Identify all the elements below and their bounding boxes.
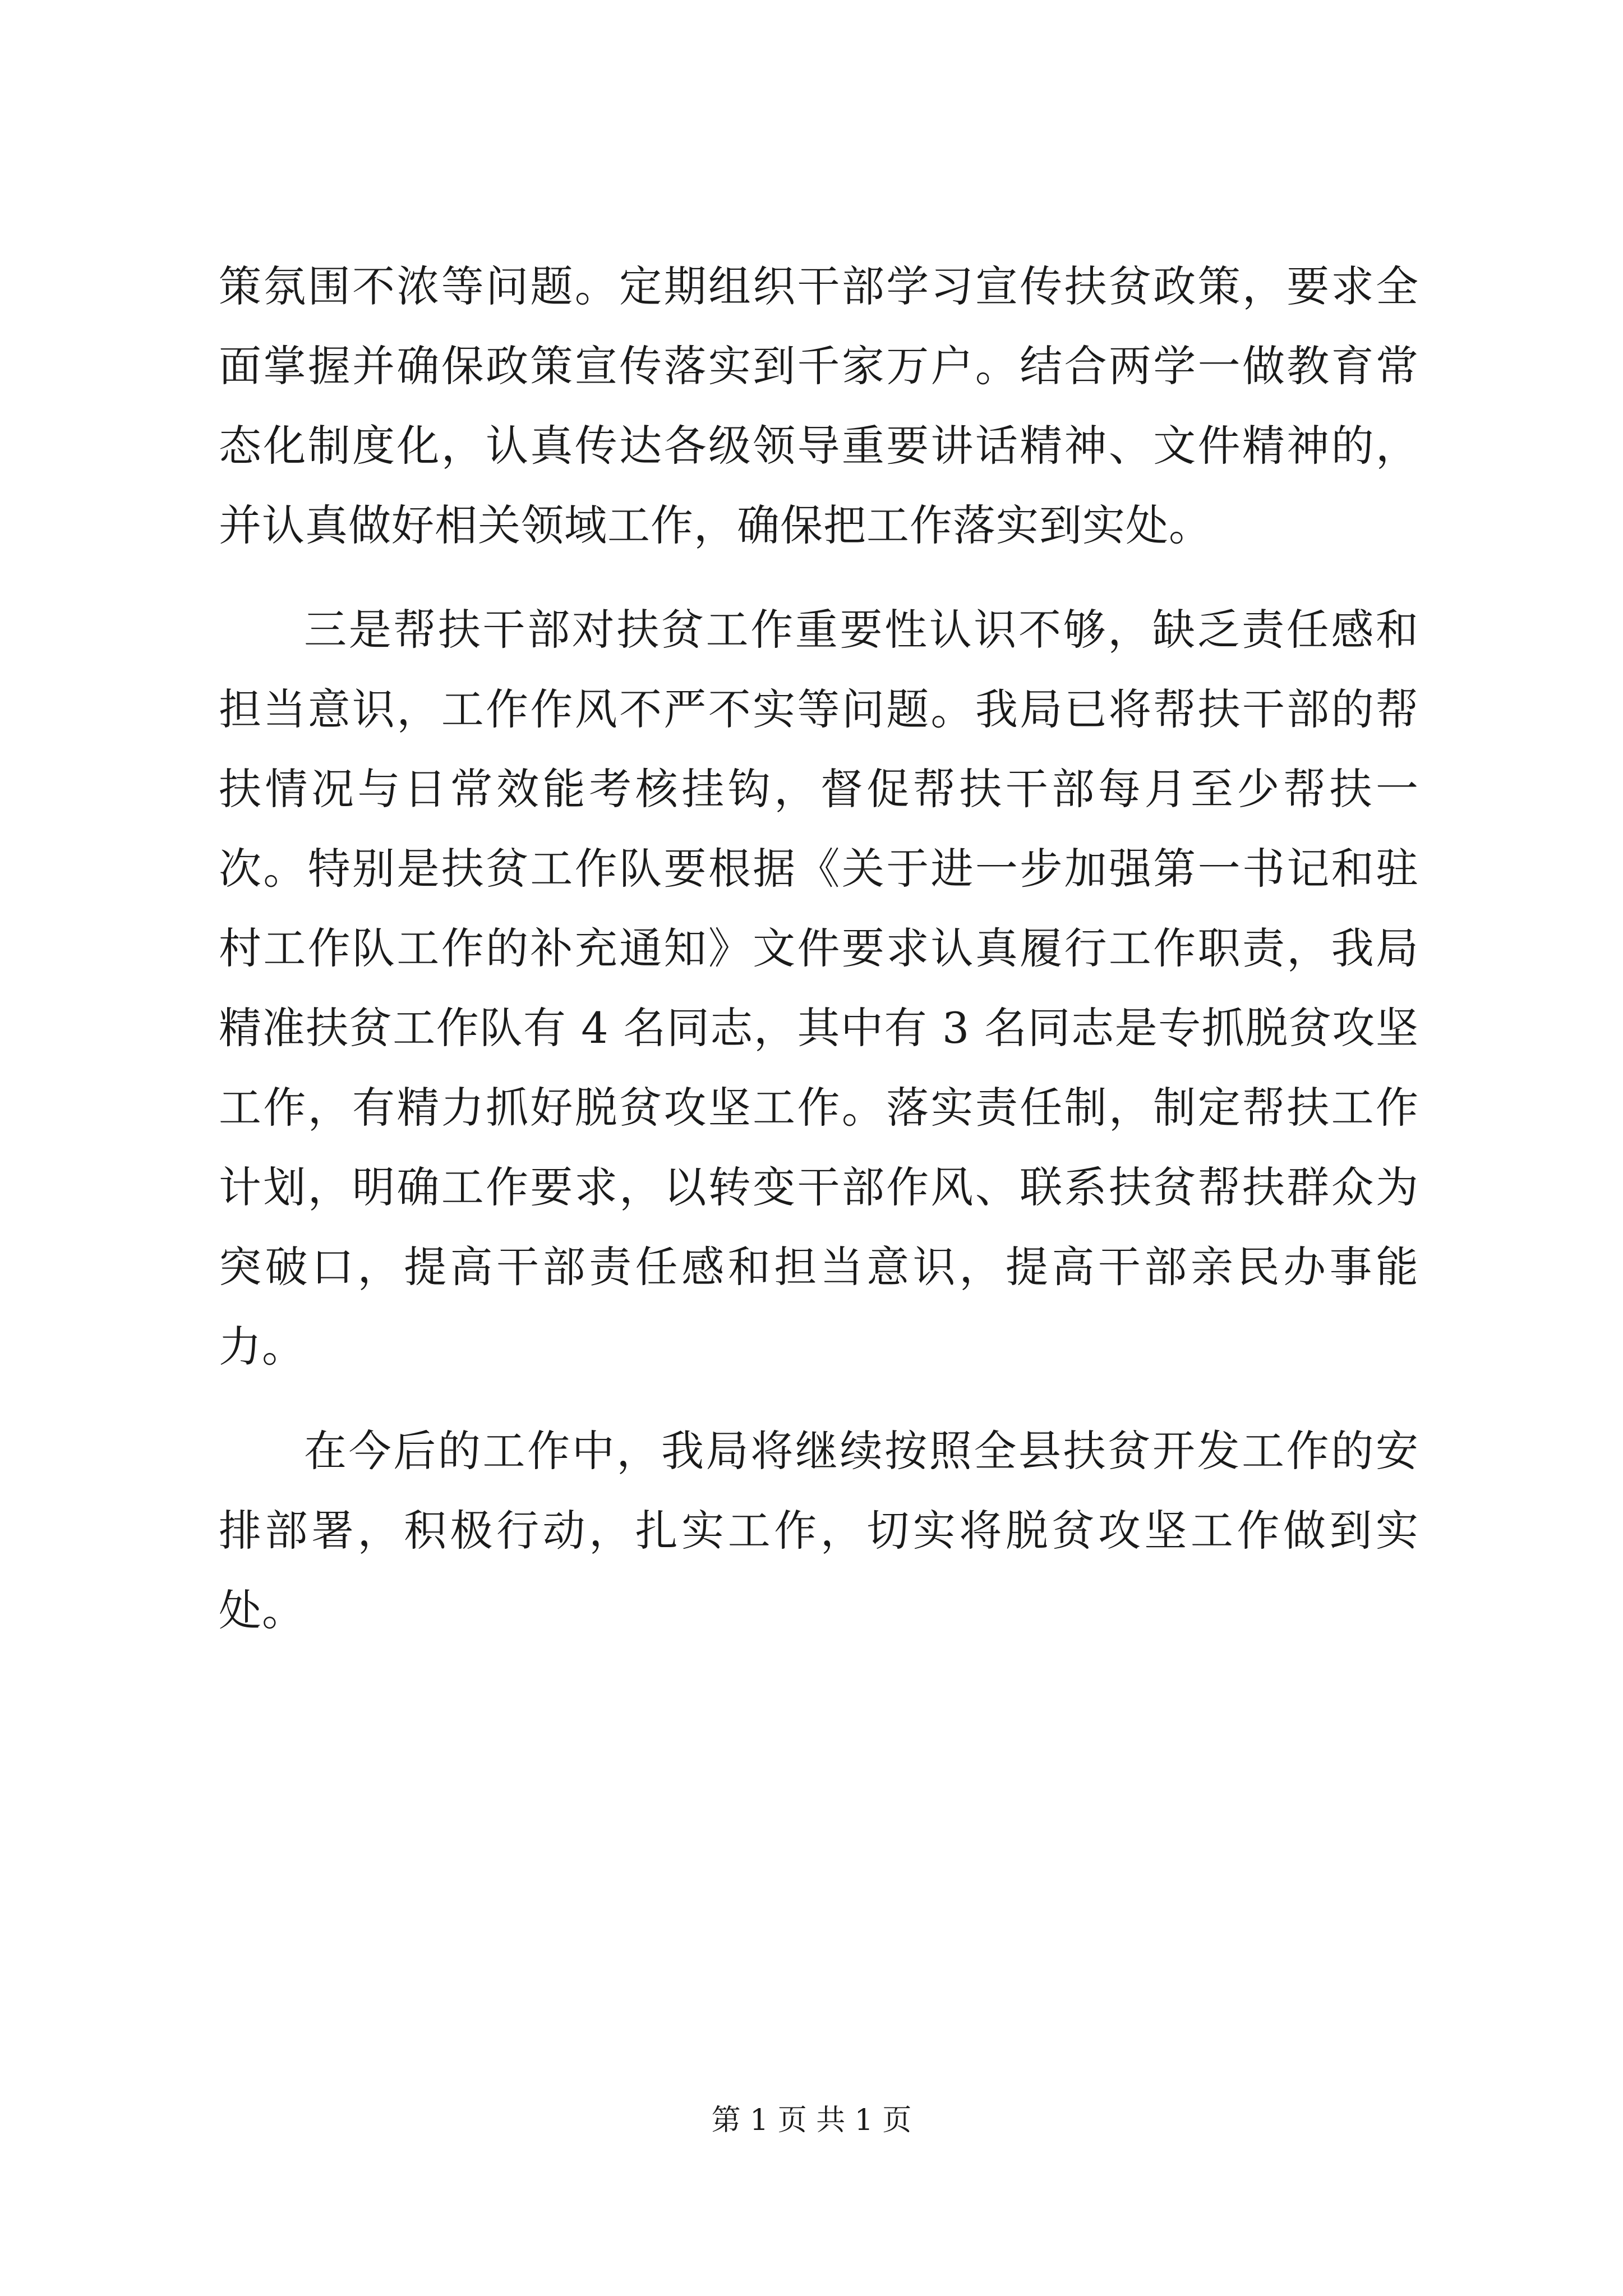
document-body — [219, 247, 1419, 1650]
paragraph-2: 三是帮扶干部对扶贫工作重要性认识不够，缺乏责任感和担当意识，工作作风不严不实等问题。我局已将帮扶干部的帮扶情况与日常效能考核挂钩，督促帮扶干部每月至少帮扶一次。特别是扶贫工作队要根据《关于进一步加强第一书记和驻村工作队工作的补充通知》文件要求认真履行工作职责，我局精准扶贫工作队有 4 名同志，其中有 3 名同志是专抓脱贫攻坚工作，有精力抓好脱贫攻坚工作。落实责任制，制定帮扶工作计划，明确工作要求，以转变干部作风、联系扶贫帮扶群众为突破口，提高干部责任感和担当意识，提高干部亲民办事能力。 — [219, 605, 1419, 1372]
page-footer: 第 1 页 共 1 页 — [711, 2104, 912, 2137]
paragraph-3: 在今后的工作中，我局将继续按照全县扶贫开发工作的安排部署，积极行动，扎实工作，切实将脱贫攻坚工作做到实处。 — [219, 1426, 1419, 1635]
paragraph-1: 策氛围不浓等问题。定期组织干部学习宣传扶贫政策，要求全面掌握并确保政策宣传落实到千家万户。结合两学一做教育常态化制度化，认真传达各级领导重要讲话精神、文件精神的，并认真做好相关领域工作，确保把工作落实到实处。 — [219, 261, 1419, 550]
